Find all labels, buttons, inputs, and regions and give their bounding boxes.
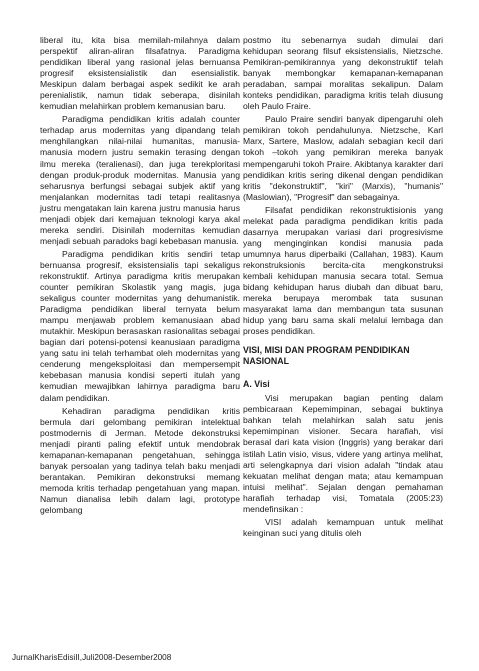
journal-footer: JurnalKharisEdisiII,Juli2008-Desember2008 <box>12 653 172 662</box>
paragraph: Paradigma pendidikan kritis adalah counter terhadap arus modernitas yang dipandang telah menghilangkan nilai-nilai humanitas, manusia-manusia modern justru semakin terasing dengan ilmu mereka (teralienasi), dan juga terekploritasi dengan produk-produk modernitas. Manusia yang seharusnya berfungsi sebagai subjek aktif yang menjalankan modernitas tadi tetapi realitasnya justru mengatakan lain karena justru manusia harus menjadi objek dari kemajuan teknologi karya akal mereka sendiri. Disinilah modernitas kemudian menjadi sebuah paradoks bagi kebebasan manusia. <box>40 114 240 246</box>
subsection-heading: A. Visi <box>243 379 270 390</box>
paragraph: Filsafat pendidikan rekonstruktisionis yang melekat pada paradigma pendidikan kritis pada dasarnya merupakan variasi dari progresivisme yang menginginkan kondisi manusia pada umumnya harus diperbaiki (Callahan, 1983). Kaum rekonstruksionis bercita-cita mengkonstruksi kembali kehidupan manusia secara total. Semua bidang kehidupan harus diubah dan dibuat baru, mereka berupaya merombak tata susunan masyarakat lama dan membangun tata susunan hidup yang baru sama skali melalui lembaga dan proses pendidikan. <box>243 204 443 337</box>
paragraph: liberal itu, kita bisa memilah-milahnya dalam perspektif aliran-aliran filsafatnya. Paradigma pendidikan liberal yang rasional jelas bernuansa progresif eksistensialistik dan esensialistik. Meskipun dalam berbagai aspek sedikit ke arah perenialistik, namun tidak seberapa, disinilah kemudian melahirkan problem kemanusian baru. <box>40 35 240 112</box>
paragraph: Paulo Praire sendiri banyak dipengaruhi oleh pemikiran tokoh pendahulunya. Nietzsche, Karl Marx, Sartere, Maslow, adalah sebagian kecil dari tokoh –tokoh yang pemikiran mereka banyak mempengaruhi tokoh Praire. Akibtanya karakter dari pendidikan kritis sering dikenal dengan pendidikan kritis "dekonstruktif", "kiri" (Marxis), "humanis" (Maslowian), "Progresif" dan sebagainya. <box>243 114 443 202</box>
paragraph: Kehadiran paradigma pendidikan kritis bermula dari gelombang pemikiran intelektual postmodernis di Jerman. Metode dekonstruksi menjadi piranti paling efektif untuk mendobrak kemapanan-kemapanan pengetahuan, sehingga banyak persoalan yang tadinya telah baku menjadi berantakan. Pemikiran dekonstruksi memang memoda kritis terhadap pengetahuan yang mapan. Namun dianalisa lebih dalam lagi, prototype gelombang <box>40 405 240 515</box>
section-heading: VISI, MISI DAN PROGRAM PENDIDIKAN NASIONAL <box>243 345 410 367</box>
paragraph: postmo itu sebenarnya sudah dimulai dari kehidupan seorang filsuf eksistensialis, Nietzsche. Pemikiran-pemikirannya yang dekonstruktif telah banyak membongkar kemapanan-kemapanan peradaban, sampai moralitas sekalipun. Dalam konteks pendidikan, paradigma kritis telah diusung oleh Paulo Fraire. <box>243 35 443 112</box>
left-column <box>40 35 240 518</box>
right-column <box>243 35 443 541</box>
paragraph: Visi merupakan bagian penting dalam pembicaraan Kepemimpinan, sebagai buktinya bahkan telah melahirkan salah satu jenis kepemimpinan visioner. Secara harafiah, visi berasal dari kata vision (Inggris) yang berakar dari istilah Latin visio, visus, videre yang artinya melihat, arti selengkapnya dari vision adalah "tindak atau kekuatan melihat dengan mata; atau kemampuan intuisi melihat". Sejalan dengan pemahaman harafiah terhadap visi, Tomatala (2005:23) mendefinsikan : <box>243 393 443 514</box>
paragraph: Paradigma pendidikan kritis sendiri tetap bernuansa progresif, eksistensialis tapi sekaligus rekonstruktif. Artinya paradigma kritis merupakan counter pemikiran Skolastik yang magis, juga sekaligus counter modernitas yang dehumanistik. Paradigma pendidikan liberal ternyata belum mampu menjawab problem kemanusiaan abad mutakhir. Meskipun berasaskan rasionalitas sebagai bagian dari potensi-potensi keanusiaan paradigma yang satu ini telah terhambat oleh modernitas yang cenderung mengeksploitasi dan mempersempit kebebasan manusia kondisi seperti itulah yang kemudian mewajibkan lahirnya paradigma baru dalam pendidikan. <box>40 248 240 403</box>
paragraph: VISI adalah kemampuan untuk melihat keinginan suci yang ditulis oleh <box>243 516 443 538</box>
